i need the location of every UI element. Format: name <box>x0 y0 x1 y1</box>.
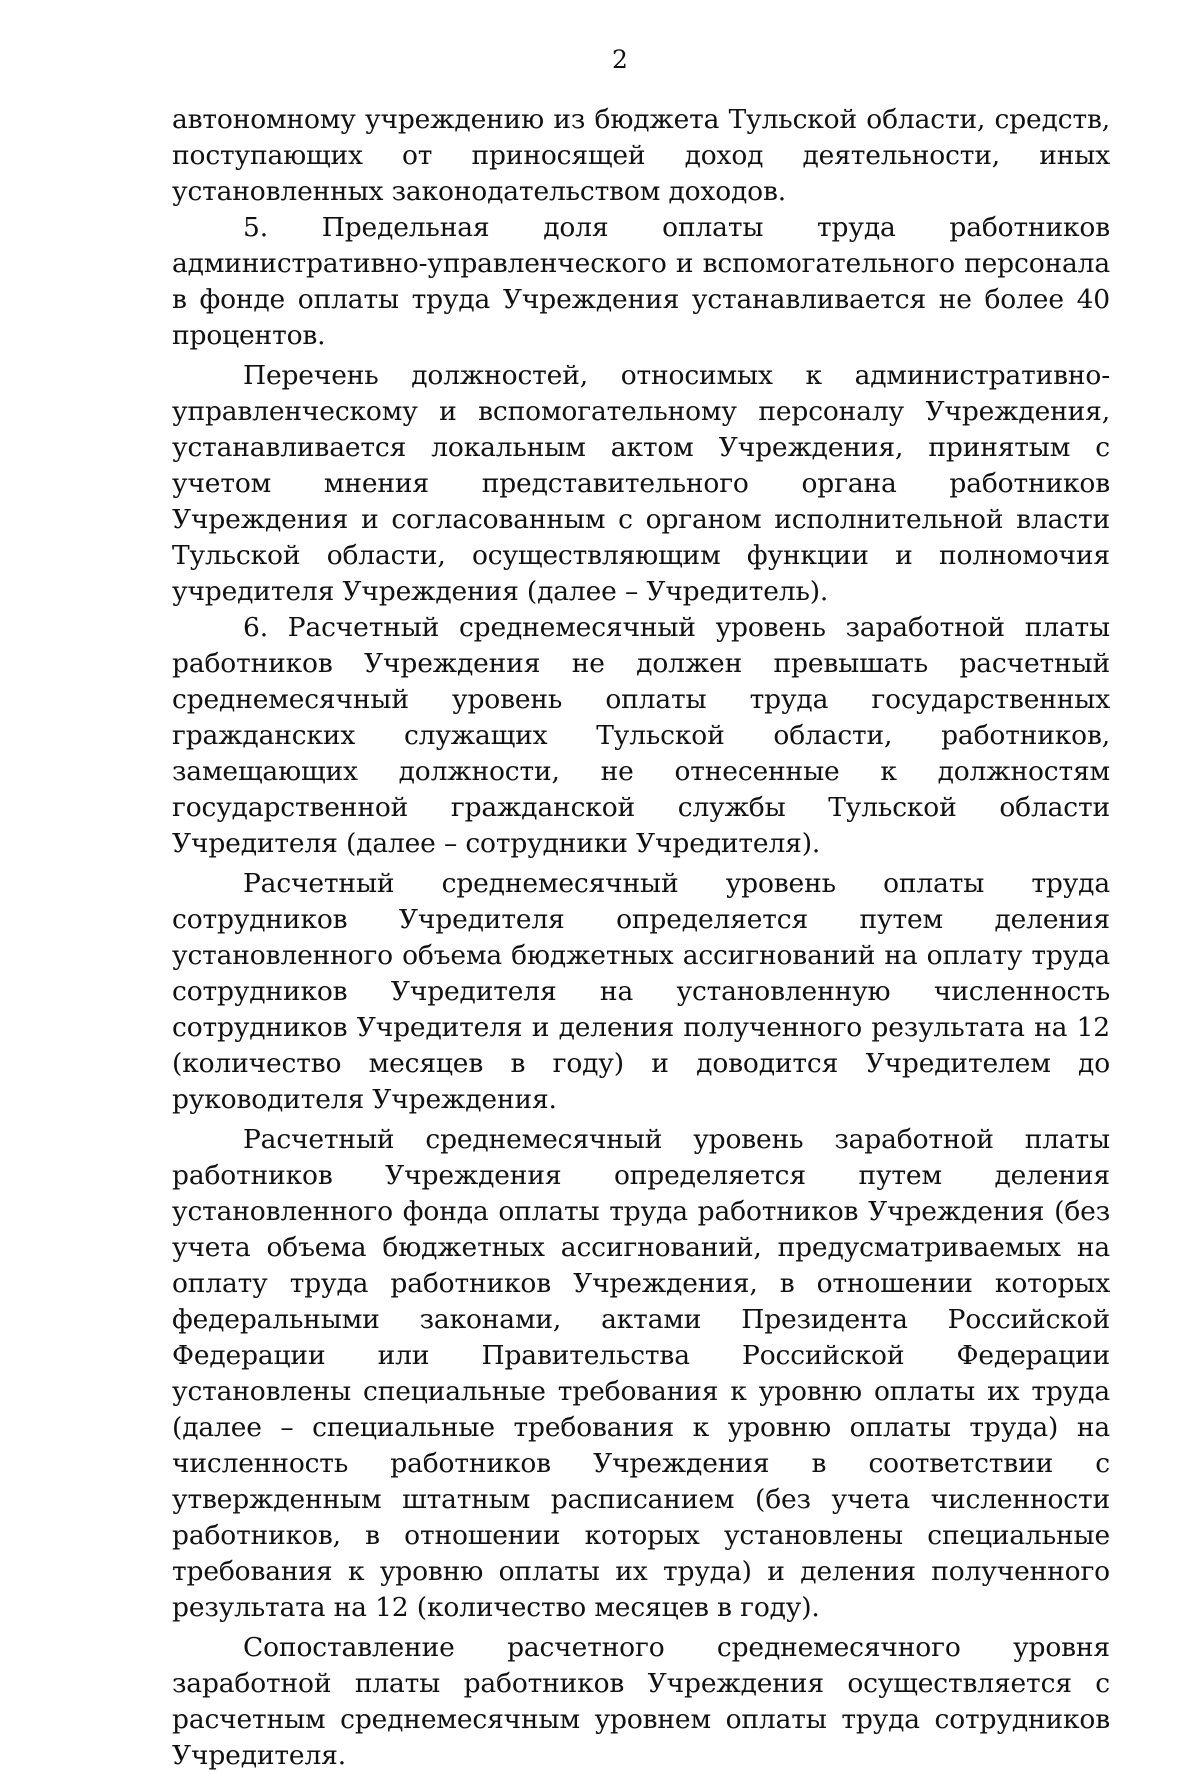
page-number: 2 <box>612 45 628 74</box>
paragraph-continuation: автономному учреждению из бюджета Тульской области, средств, поступающих от приносящей доход деятельности, иных установленных законодательством доходов. <box>172 104 1110 207</box>
paragraph-institution-salary-calculation: Расчетный среднемесячный уровень заработной платы работников Учреждения определяется путем деления установленного фонда оплаты труда работников Учреждения (без учета объема бюджетных ассигнований, предусматриваемых на оплату труда работников Учреждения, в отношении которых федеральными законами, актами Президента Российской Федерации или Правительства Российской Федерации установлены специальные требования к уровню оплаты их труда (далее – специальные требования к уровню оплаты труда) на численность работников Учреждения в соответствии с утвержденным штатным расписанием (без учета численности работников, в отношении которых установлены специальные требования к уровню оплаты их труда) и деления полученного результата на 12 (количество месяцев в году). <box>172 1124 1110 1623</box>
document-body <box>172 102 1110 1774</box>
paragraph-item-6: 6. Расчетный среднемесячный уровень заработной платы работников Учреждения не должен превышать расчетный среднемесячный уровень оплаты труда государственных гражданских служащих Тульской области, работников, замещающих должности, не отнесенные к должностям государственной гражданской службы Тульской области Учредителя (далее – сотрудники Учредителя). <box>172 612 1110 859</box>
paragraph-founder-salary-calculation: Расчетный среднемесячный уровень оплаты труда сотрудников Учредителя определяется путем деления установленного объема бюджетных ассигнований на оплату труда сотрудников Учредителя на установленную численность сотрудников Учредителя и деления полученного результата на 12 (количество месяцев в году) и доводится Учредителем до руководителя Учреждения. <box>172 868 1110 1115</box>
paragraph-comparison: Сопоставление расчетного среднемесячного уровня заработной платы работников Учреждения осуществляется с расчетным среднемесячным уровнем оплаты труда сотрудников Учредителя. <box>172 1632 1110 1771</box>
paragraph-item-5: 5. Предельная доля оплаты труда работников административно-управленческого и вспомогательного персонала в фонде оплаты труда Учреждения устанавливается не более 40 процентов. <box>172 212 1110 351</box>
paragraph-positions-list: Перечень должностей, относимых к административно-управленческому и вспомогательному персоналу Учреждения, устанавливается локальным актом Учреждения, принятым с учетом мнения представительного органа работников Учреждения и согласованным с органом исполнительной власти Тульской области, осуществляющим функции и полномочия учредителя Учреждения (далее – Учредитель). <box>172 360 1110 607</box>
